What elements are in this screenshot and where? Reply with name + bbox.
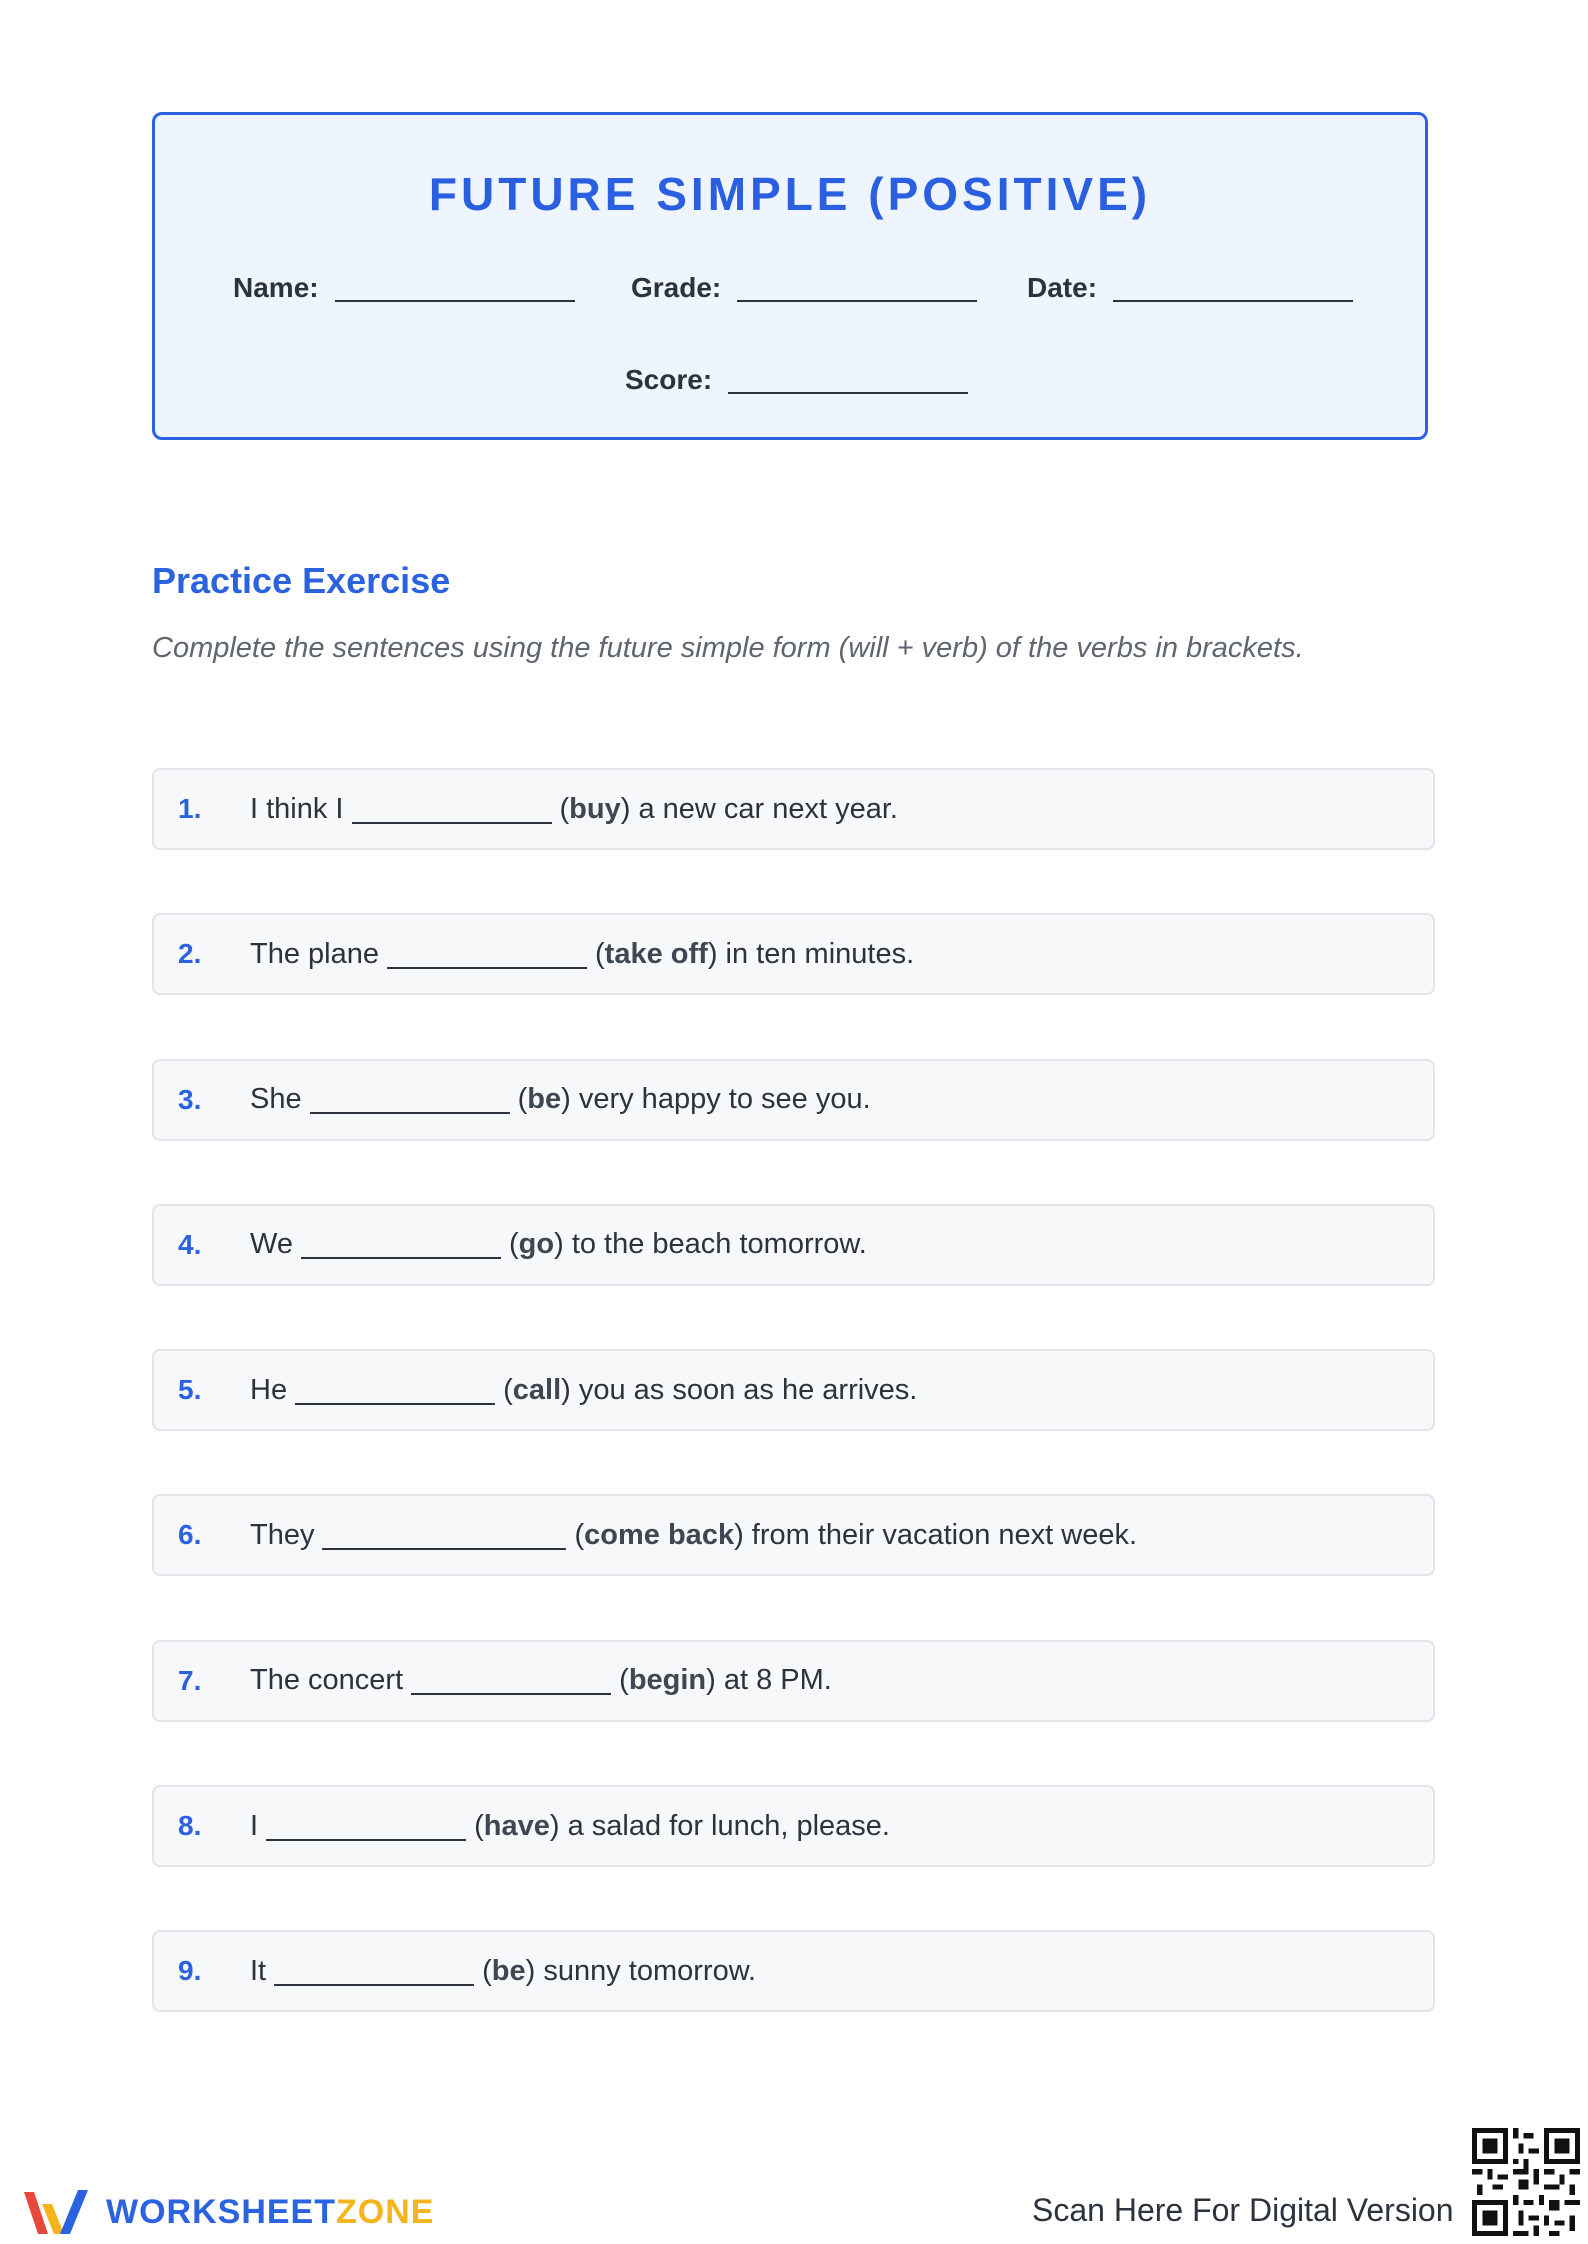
answer-blank[interactable]	[295, 1403, 495, 1405]
exercise-sentence: He (call) you as soon as he arrives.	[250, 1373, 918, 1406]
brand-name: WORKSHEETZONE	[106, 2192, 435, 2231]
sentence-start: He	[250, 1373, 288, 1406]
verb-hint: buy	[569, 792, 621, 825]
sentence-start: The plane	[250, 937, 379, 970]
exercise-row	[152, 1640, 1435, 1722]
exercise-sentence: They (come back) from their vacation next week.	[250, 1518, 1138, 1551]
exercise-row	[152, 1349, 1435, 1431]
header-box	[152, 112, 1428, 440]
answer-blank[interactable]	[310, 1112, 510, 1114]
name-field[interactable]	[233, 272, 575, 304]
date-label: Date:	[1027, 272, 1098, 303]
section-title: Practice Exercise	[152, 560, 451, 601]
worksheetzone-logo-icon	[20, 2184, 92, 2240]
answer-blank[interactable]	[274, 1984, 474, 1986]
sentence-end: at 8 PM.	[723, 1664, 832, 1697]
name-line[interactable]	[335, 300, 575, 302]
exercise-row	[152, 768, 1435, 850]
exercise-row	[152, 1785, 1435, 1867]
scan-text: Scan Here For Digital Version	[1032, 2192, 1454, 2228]
exercise-list	[152, 768, 1435, 2076]
exercise-number: 5.	[178, 1374, 202, 1406]
answer-blank[interactable]	[411, 1693, 611, 1695]
answer-blank[interactable]	[266, 1839, 466, 1841]
exercise-sentence: She (be) very happy to see you.	[250, 1083, 871, 1116]
score-field[interactable]	[625, 364, 968, 396]
answer-blank[interactable]	[322, 1548, 566, 1550]
verb-hint: begin	[628, 1664, 707, 1697]
sentence-end: you as soon as he arrives.	[578, 1373, 918, 1406]
exercise-number: 3.	[178, 1083, 202, 1115]
sentence-start: The concert	[250, 1664, 404, 1697]
exercise-number: 8.	[178, 1810, 202, 1842]
verb-hint: be	[527, 1083, 562, 1116]
sentence-end: sunny tomorrow.	[543, 1954, 757, 1987]
exercise-row	[152, 1494, 1435, 1576]
sentence-end: from their vacation next week.	[751, 1518, 1138, 1551]
sentence-end: a new car next year.	[638, 792, 898, 825]
exercise-number: 1.	[178, 793, 202, 824]
grade-field[interactable]	[631, 272, 977, 304]
verb-hint: call	[512, 1373, 562, 1406]
exercise-sentence: The concert (begin) at 8 PM.	[250, 1664, 832, 1697]
verb-hint: be	[491, 1954, 526, 1987]
sentence-start: It	[250, 1954, 267, 1987]
exercise-row	[152, 1204, 1435, 1286]
exercise-number: 7.	[178, 1664, 202, 1696]
grade-label: Grade:	[631, 272, 722, 303]
exercise-number: 2.	[178, 938, 202, 970]
verb-hint: come back	[584, 1518, 735, 1551]
verb-hint: go	[518, 1228, 555, 1261]
grade-line[interactable]	[737, 300, 977, 302]
exercise-number: 9.	[178, 1955, 202, 1987]
qr-code-icon[interactable]	[1472, 2128, 1580, 2236]
sentence-start: I think I	[250, 792, 344, 825]
sentence-end: very happy to see you.	[578, 1083, 871, 1116]
sentence-start: I	[250, 1809, 259, 1842]
score-label: Score:	[625, 364, 713, 395]
answer-blank[interactable]	[387, 967, 587, 969]
footer-logo[interactable]	[20, 2184, 434, 2240]
exercise-sentence: I (have) a salad for lunch, please.	[250, 1809, 890, 1842]
answer-blank[interactable]	[301, 1257, 501, 1259]
exercise-row	[152, 1930, 1435, 2012]
exercise-row	[152, 1059, 1435, 1141]
verb-hint: have	[483, 1809, 550, 1842]
answer-blank[interactable]	[352, 822, 552, 824]
sentence-end: a salad for lunch, please.	[567, 1809, 890, 1842]
worksheet-title: FUTURE SIMPLE (POSITIVE)	[428, 168, 1152, 220]
exercise-sentence: I think I (buy) a new car next year.	[250, 792, 898, 825]
date-line[interactable]	[1113, 300, 1353, 302]
exercise-sentence: It (be) sunny tomorrow.	[250, 1954, 757, 1987]
verb-hint: take off	[604, 937, 708, 970]
instructions: Complete the sentences using the future simple form (will + verb) of the verbs in brackets.	[152, 632, 1304, 664]
name-label: Name:	[233, 272, 319, 303]
score-line[interactable]	[728, 392, 968, 394]
date-field[interactable]	[1027, 272, 1353, 304]
exercise-row	[152, 913, 1435, 995]
exercise-number: 4.	[178, 1228, 202, 1260]
sentence-end: in ten minutes.	[725, 937, 915, 970]
exercise-sentence: We (go) to the beach tomorrow.	[250, 1228, 867, 1261]
sentence-start: We	[250, 1228, 293, 1261]
exercise-number: 6.	[178, 1519, 202, 1551]
sentence-end: to the beach tomorrow.	[571, 1228, 867, 1261]
sentence-start: They	[250, 1518, 315, 1551]
sentence-start: She	[250, 1083, 302, 1116]
exercise-sentence: The plane (take off) in ten minutes.	[250, 937, 915, 970]
